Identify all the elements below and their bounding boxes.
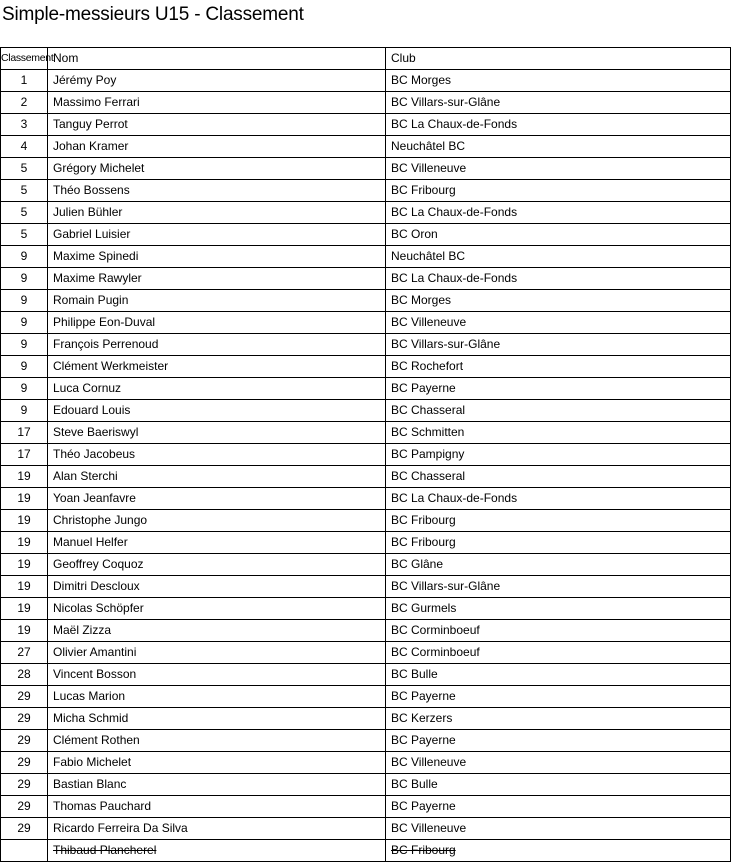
rank-cell: 9 — [1, 268, 48, 290]
rank-cell: 3 — [1, 114, 48, 136]
club-cell: Neuchâtel BC — [386, 136, 731, 158]
name-cell: Nicolas Schöpfer — [48, 598, 386, 620]
club-cell: BC Villeneuve — [386, 158, 731, 180]
page-title: Simple-messieurs U15 - Classement — [2, 4, 304, 25]
club-cell: BC Bulle — [386, 774, 731, 796]
name-cell: Maxime Rawyler — [48, 268, 386, 290]
rank-cell: 27 — [1, 642, 48, 664]
club-cell: BC La Chaux-de-Fonds — [386, 114, 731, 136]
table-row — [1, 92, 731, 114]
club-cell: Neuchâtel BC — [386, 246, 731, 268]
club-cell: BC Oron — [386, 224, 731, 246]
table-row — [1, 818, 731, 840]
club-cell: BC Fribourg — [386, 532, 731, 554]
club-cell: BC Fribourg — [386, 840, 731, 862]
name-cell: Massimo Ferrari — [48, 92, 386, 114]
club-cell: BC Fribourg — [386, 180, 731, 202]
table-row — [1, 378, 731, 400]
name-cell: Micha Schmid — [48, 708, 386, 730]
rank-cell: 17 — [1, 422, 48, 444]
table-row — [1, 796, 731, 818]
name-cell: Thibaud Plancherel — [48, 840, 386, 862]
table-row — [1, 598, 731, 620]
rank-cell: 28 — [1, 664, 48, 686]
name-cell: Olivier Amantini — [48, 642, 386, 664]
rank-cell: 5 — [1, 158, 48, 180]
table-row — [1, 180, 731, 202]
column-header-rank: Classement — [1, 48, 48, 70]
club-cell: BC Fribourg — [386, 510, 731, 532]
table-row — [1, 620, 731, 642]
rank-cell: 9 — [1, 246, 48, 268]
name-cell: Thomas Pauchard — [48, 796, 386, 818]
table-row — [1, 136, 731, 158]
table-row — [1, 708, 731, 730]
table-row — [1, 70, 731, 92]
rank-cell: 9 — [1, 378, 48, 400]
name-cell: Bastian Blanc — [48, 774, 386, 796]
rank-cell: 29 — [1, 774, 48, 796]
name-cell: Dimitri Descloux — [48, 576, 386, 598]
name-cell: Steve Baeriswyl — [48, 422, 386, 444]
club-cell: BC Villars-sur-Glâne — [386, 334, 731, 356]
rank-cell: 17 — [1, 444, 48, 466]
name-cell: Maxime Spinedi — [48, 246, 386, 268]
table-row — [1, 532, 731, 554]
table-row — [1, 246, 731, 268]
club-cell: BC La Chaux-de-Fonds — [386, 268, 731, 290]
rank-cell: 5 — [1, 224, 48, 246]
rank-cell: 4 — [1, 136, 48, 158]
table-row — [1, 774, 731, 796]
table-row — [1, 444, 731, 466]
rank-cell: 19 — [1, 554, 48, 576]
club-cell: BC Corminboeuf — [386, 620, 731, 642]
name-cell: Fabio Michelet — [48, 752, 386, 774]
club-cell: BC Morges — [386, 290, 731, 312]
column-header-club: Club — [386, 48, 731, 70]
name-cell: Grégory Michelet — [48, 158, 386, 180]
table-header-row — [1, 48, 731, 70]
club-cell: BC Gurmels — [386, 598, 731, 620]
club-cell: BC Villeneuve — [386, 312, 731, 334]
club-cell: BC Schmitten — [386, 422, 731, 444]
rank-cell: 9 — [1, 400, 48, 422]
club-cell: BC Payerne — [386, 686, 731, 708]
table-row — [1, 158, 731, 180]
name-cell: Clément Werkmeister — [48, 356, 386, 378]
name-cell: Christophe Jungo — [48, 510, 386, 532]
table-row — [1, 510, 731, 532]
table-row — [1, 312, 731, 334]
rank-cell: 5 — [1, 202, 48, 224]
table-row — [1, 664, 731, 686]
name-cell: François Perrenoud — [48, 334, 386, 356]
rank-cell: 9 — [1, 290, 48, 312]
rank-cell: 29 — [1, 818, 48, 840]
club-cell: BC Payerne — [386, 378, 731, 400]
rank-cell: 29 — [1, 730, 48, 752]
table-row — [1, 686, 731, 708]
rank-cell: 19 — [1, 576, 48, 598]
club-cell: BC Morges — [386, 70, 731, 92]
name-cell: Yoan Jeanfavre — [48, 488, 386, 510]
name-cell: Gabriel Luisier — [48, 224, 386, 246]
rank-cell: 9 — [1, 312, 48, 334]
club-cell: BC Chasseral — [386, 400, 731, 422]
table-row — [1, 334, 731, 356]
rank-cell: 2 — [1, 92, 48, 114]
rank-cell — [1, 840, 48, 862]
club-cell: BC Villeneuve — [386, 818, 731, 840]
club-cell: BC Villeneuve — [386, 752, 731, 774]
name-cell: Tanguy Perrot — [48, 114, 386, 136]
table-row — [1, 400, 731, 422]
name-cell: Johan Kramer — [48, 136, 386, 158]
rank-cell: 19 — [1, 466, 48, 488]
club-cell: BC La Chaux-de-Fonds — [386, 488, 731, 510]
club-cell: BC Payerne — [386, 796, 731, 818]
rank-cell: 19 — [1, 620, 48, 642]
name-cell: Théo Jacobeus — [48, 444, 386, 466]
table-row — [1, 466, 731, 488]
club-cell: BC Corminboeuf — [386, 642, 731, 664]
name-cell: Romain Pugin — [48, 290, 386, 312]
column-header-name: Nom — [48, 48, 386, 70]
name-cell: Vincent Bosson — [48, 664, 386, 686]
name-cell: Clément Rothen — [48, 730, 386, 752]
club-cell: BC Kerzers — [386, 708, 731, 730]
rank-cell: 9 — [1, 356, 48, 378]
club-cell: BC Bulle — [386, 664, 731, 686]
table-row — [1, 422, 731, 444]
rank-cell: 5 — [1, 180, 48, 202]
table-body — [1, 70, 731, 862]
club-cell: BC La Chaux-de-Fonds — [386, 202, 731, 224]
name-cell: Ricardo Ferreira Da Silva — [48, 818, 386, 840]
club-cell: BC Villars-sur-Glâne — [386, 576, 731, 598]
table-row — [1, 752, 731, 774]
club-cell: BC Glâne — [386, 554, 731, 576]
name-cell: Geoffrey Coquoz — [48, 554, 386, 576]
ranking-table — [0, 47, 731, 862]
rank-cell: 19 — [1, 598, 48, 620]
club-cell: BC Chasseral — [386, 466, 731, 488]
table-row — [1, 268, 731, 290]
club-cell: BC Payerne — [386, 730, 731, 752]
rank-cell: 9 — [1, 334, 48, 356]
club-cell: BC Pampigny — [386, 444, 731, 466]
rank-cell: 29 — [1, 708, 48, 730]
table-row — [1, 290, 731, 312]
table-row — [1, 114, 731, 136]
table-row — [1, 554, 731, 576]
table-row — [1, 488, 731, 510]
rank-cell: 19 — [1, 488, 48, 510]
club-cell: BC Villars-sur-Glâne — [386, 92, 731, 114]
rank-cell: 19 — [1, 532, 48, 554]
table-row — [1, 224, 731, 246]
table-row-withdrawn — [1, 840, 731, 862]
rank-cell: 29 — [1, 686, 48, 708]
rank-cell: 29 — [1, 796, 48, 818]
table-row — [1, 576, 731, 598]
name-cell: Manuel Helfer — [48, 532, 386, 554]
table-row — [1, 202, 731, 224]
rank-cell: 1 — [1, 70, 48, 92]
name-cell: Théo Bossens — [48, 180, 386, 202]
table-row — [1, 356, 731, 378]
rank-cell: 29 — [1, 752, 48, 774]
name-cell: Julien Bühler — [48, 202, 386, 224]
name-cell: Lucas Marion — [48, 686, 386, 708]
name-cell: Luca Cornuz — [48, 378, 386, 400]
table-row — [1, 730, 731, 752]
name-cell: Maël Zizza — [48, 620, 386, 642]
name-cell: Edouard Louis — [48, 400, 386, 422]
rank-cell: 19 — [1, 510, 48, 532]
name-cell: Jérémy Poy — [48, 70, 386, 92]
name-cell: Philippe Eon-Duval — [48, 312, 386, 334]
club-cell: BC Rochefort — [386, 356, 731, 378]
table-row — [1, 642, 731, 664]
name-cell: Alan Sterchi — [48, 466, 386, 488]
